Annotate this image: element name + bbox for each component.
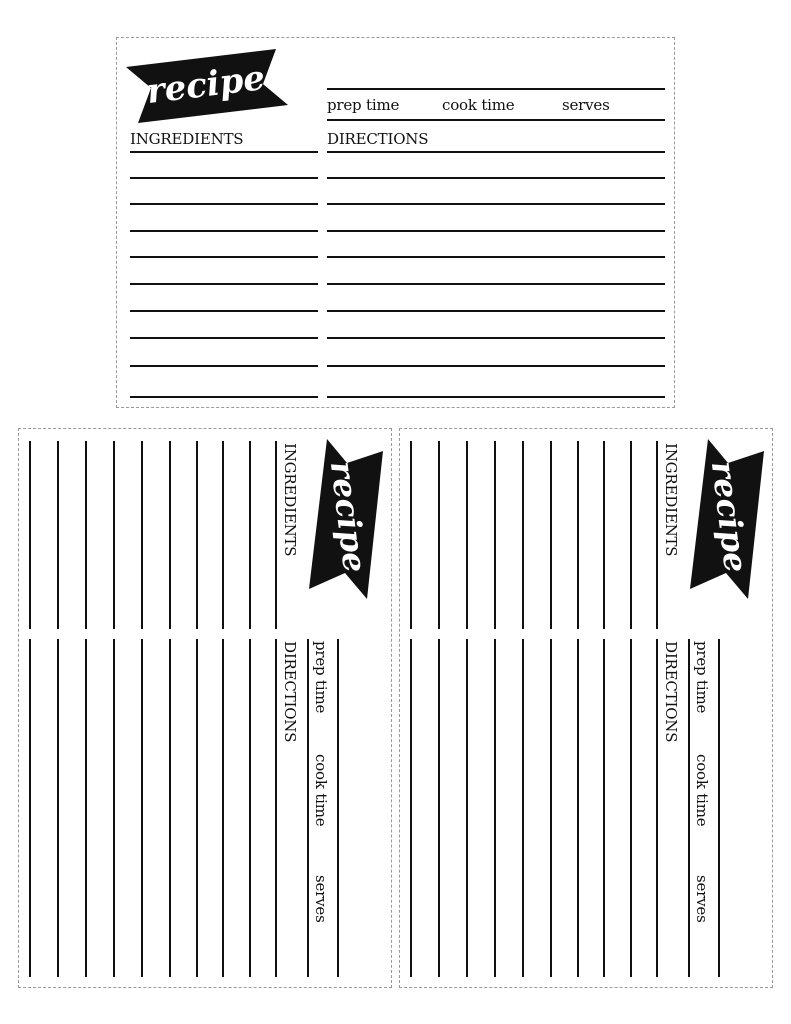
meta-rule (688, 639, 690, 977)
recipe-banner (690, 439, 764, 599)
writing-line (130, 337, 318, 339)
writing-line (130, 151, 318, 153)
writing-line (494, 639, 496, 977)
writing-line (113, 441, 115, 629)
ingredients-heading: INGREDIENTS (281, 443, 299, 557)
writing-line (603, 441, 605, 629)
recipe-title: recipe (322, 458, 375, 575)
recipe-banner (309, 439, 383, 599)
recipe-card-portrait-right (399, 428, 773, 988)
writing-line (327, 177, 665, 179)
writing-line (130, 203, 318, 205)
writing-line (550, 441, 552, 629)
directions-heading: DIRECTIONS (281, 641, 299, 743)
recipe-banner (126, 47, 288, 123)
writing-line (327, 310, 665, 312)
recipe-card-landscape (116, 37, 675, 408)
writing-line (327, 337, 665, 339)
writing-line (438, 441, 440, 629)
recipe-title: recipe (144, 57, 268, 113)
writing-line (577, 441, 579, 629)
writing-line (522, 441, 524, 629)
cook-time-label: cook time (442, 96, 515, 114)
cook-time-label: cook time (312, 754, 330, 827)
writing-line (130, 310, 318, 312)
writing-line (327, 283, 665, 285)
prep-time-label: prep time (327, 96, 400, 114)
writing-line (130, 396, 318, 398)
header-rule (337, 639, 339, 977)
writing-line (113, 639, 115, 977)
writing-line (522, 639, 524, 977)
writing-line (327, 256, 665, 258)
writing-line (466, 441, 468, 629)
writing-line (130, 177, 318, 179)
writing-line (196, 441, 198, 629)
writing-line (169, 441, 171, 629)
writing-line (130, 256, 318, 258)
writing-line (85, 441, 87, 629)
header-rule (718, 639, 720, 977)
writing-line (438, 639, 440, 977)
writing-line (222, 441, 224, 629)
writing-line (249, 639, 251, 977)
writing-line (410, 639, 412, 977)
recipe-card-portrait-left (18, 428, 392, 988)
prep-time-label: prep time (312, 641, 330, 714)
writing-line (327, 151, 665, 153)
writing-line (630, 441, 632, 629)
writing-line (57, 639, 59, 977)
writing-line (196, 639, 198, 977)
writing-line (249, 441, 251, 629)
writing-line (656, 441, 658, 629)
recipe-title: recipe (703, 458, 756, 575)
writing-line (603, 639, 605, 977)
writing-line (466, 639, 468, 977)
writing-line (327, 396, 665, 398)
writing-line (577, 639, 579, 977)
writing-line (327, 203, 665, 205)
writing-line (29, 441, 31, 629)
meta-rule (307, 639, 309, 977)
directions-heading: DIRECTIONS (662, 641, 680, 743)
serves-label: serves (562, 96, 610, 114)
writing-line (656, 639, 658, 977)
writing-line (494, 441, 496, 629)
writing-line (130, 365, 318, 367)
writing-line (222, 639, 224, 977)
writing-line (327, 365, 665, 367)
cook-time-label: cook time (693, 754, 711, 827)
header-rule (327, 88, 665, 90)
writing-line (57, 441, 59, 629)
ingredients-heading: INGREDIENTS (130, 130, 244, 148)
meta-rule (327, 119, 665, 121)
writing-line (29, 639, 31, 977)
writing-line (169, 639, 171, 977)
writing-line (630, 639, 632, 977)
writing-line (327, 230, 665, 232)
writing-line (130, 230, 318, 232)
writing-line (275, 639, 277, 977)
prep-time-label: prep time (693, 641, 711, 714)
directions-heading: DIRECTIONS (327, 130, 429, 148)
writing-line (275, 441, 277, 629)
writing-line (141, 639, 143, 977)
writing-line (85, 639, 87, 977)
serves-label: serves (312, 875, 330, 923)
serves-label: serves (693, 875, 711, 923)
writing-line (410, 441, 412, 629)
writing-line (550, 639, 552, 977)
writing-line (141, 441, 143, 629)
writing-line (130, 283, 318, 285)
ingredients-heading: INGREDIENTS (662, 443, 680, 557)
